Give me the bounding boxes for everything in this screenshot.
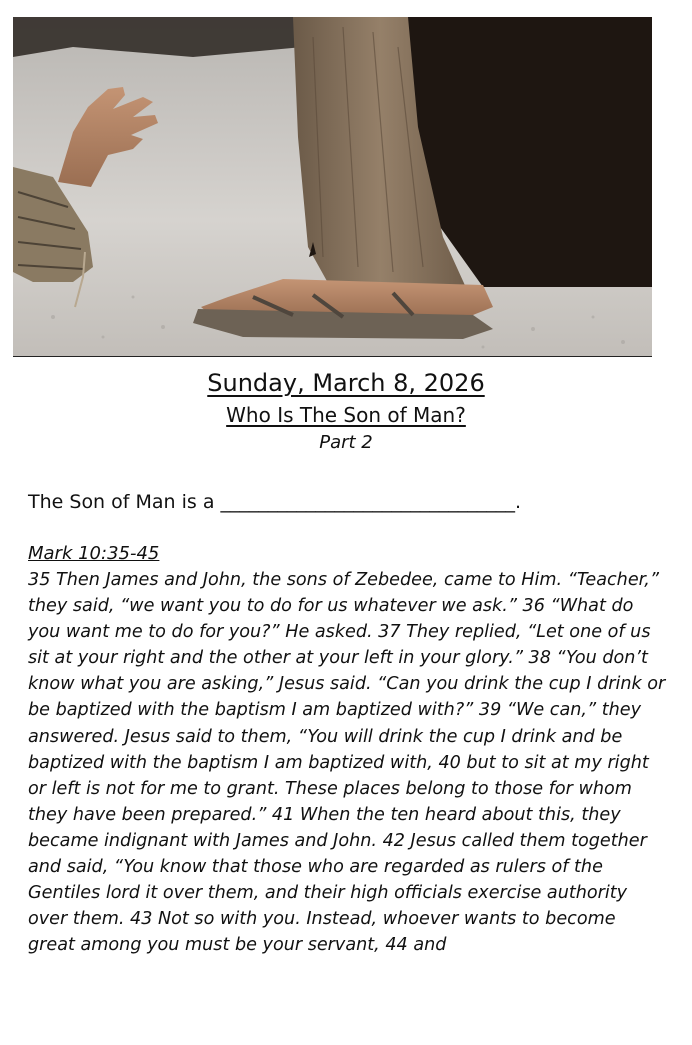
header-photo xyxy=(13,17,652,357)
scripture-passage: 35 Then James and John, the sons of Zebedee, came to Him. “Teacher,” they said, “we want you to do for us whatever we ask.” 36 “What do you want me to do for you?” He asked. 37 They replied, “Let one of us sit at your right and the other at your left in your glory.” 38 “You don’t know what you are asking,” Jesus said. “Can you drink the cup I drink or be baptized with the baptism I am baptized with?” 39 “We can,” they answered. Jesus said to them, “You will drink the cup I drink and be baptized with the baptism I am baptized with, 40 but to sit at my right or left is not for me to grant. These places belong to those for whom they have been prepared.” 41 When the ten heard about this, they became indignant with James and John. 42 Jesus called them together and said, “You know that those who are regarded as rulers of the Gentiles lord it over them, and their high officials exercise authority over them. 43 Not so with you. Instead, whoever wants to become great among you must be your servant, 44 and xyxy=(28,570,666,956)
page-header xyxy=(0,367,692,456)
sermon-part: Part 2 xyxy=(319,432,373,453)
service-date: Sunday, March 8, 2026 xyxy=(207,369,485,397)
scripture-reference: Mark 10:35-45 xyxy=(28,543,160,564)
fill-in-blank-statement: The Son of Man is a _______________________________. xyxy=(28,491,522,513)
sermon-title: Who Is The Son of Man? xyxy=(226,403,466,427)
header-photo-illustration xyxy=(13,17,652,356)
